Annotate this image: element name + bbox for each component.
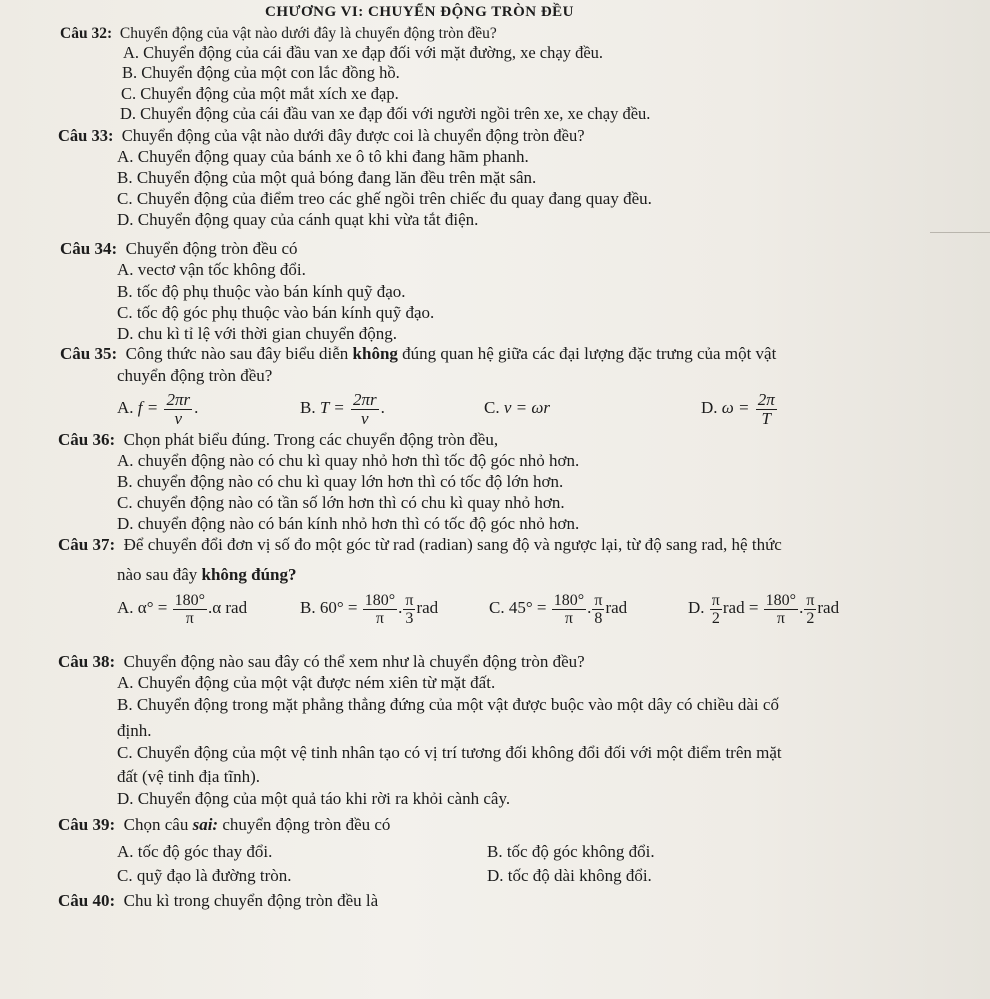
- q37-d-numerator-2: π: [806, 591, 815, 609]
- q35-a-denominator: v: [174, 408, 183, 428]
- q35-option-c: [484, 386, 550, 430]
- question-34-text: Chuyển động tròn đều có: [125, 239, 298, 258]
- q35-b-denominator: v: [361, 408, 369, 428]
- q33-option-a: A. Chuyển động quay của bánh xe ô tô khi đang hãm phanh.: [117, 147, 529, 166]
- question-36: [58, 430, 498, 450]
- question-38-text: Chuyển động nào sau đây có thể xem như là chuyển động tròn đều?: [123, 652, 585, 671]
- question-37-text2-pre: nào sau đây: [117, 565, 202, 584]
- q37-c-tail: rad: [605, 598, 628, 617]
- q35-d-numerator: 2π: [757, 389, 775, 409]
- q35-a-numerator: 2πr: [166, 389, 191, 409]
- q32-option-d: D. Chuyển động của cái đầu van xe đạp đối với người ngồi trên xe, xe chạy đều.: [120, 104, 651, 123]
- q35-option-d: [701, 386, 779, 430]
- q36-option-a: A. chuyển động nào có chu kì quay nhỏ hơn thì tốc độ góc nhỏ hơn.: [117, 451, 580, 470]
- q35-b-lhs: T =: [319, 398, 345, 417]
- q35-a-lhs: f =: [137, 398, 159, 417]
- q37-c-fraction: [552, 592, 586, 627]
- question-38-number: Câu 38:: [58, 652, 116, 671]
- q37-c-denominator: π: [564, 609, 573, 627]
- q37-b-denominator: π: [375, 609, 384, 627]
- q37-b-lhs: 60° =: [319, 598, 358, 617]
- q38-option-a: A. Chuyển động của một vật được ném xiên từ mặt đất.: [117, 673, 496, 692]
- q39-option-a: A. tốc độ góc thay đổi.: [117, 842, 273, 861]
- q37-d-mid: rad =: [722, 598, 759, 617]
- q37-b-numerator-2: π: [405, 591, 414, 609]
- q39-option-d: D. tốc độ dài không đổi.: [487, 866, 652, 885]
- q32-option-b: B. Chuyển động của một con lắc đồng hồ.: [122, 63, 400, 82]
- q35-a-label: A.: [117, 398, 134, 417]
- q34-option-a: A. vectơ vận tốc không đổi.: [117, 260, 306, 279]
- question-39: [58, 815, 390, 835]
- question-32-number: Câu 32:: [60, 25, 113, 42]
- q35-b-label: B.: [300, 398, 316, 417]
- q37-option-c: C. 45° = $\frac{180^\circ}{\pi}$ . $\frac{\pi}{8}$ rad: [489, 591, 628, 627]
- q37-d-denominator-2: 2: [806, 609, 815, 627]
- q35-d-label: D.: [701, 398, 718, 417]
- question-38: [58, 652, 585, 672]
- q37-a-tail: .α rad: [207, 598, 248, 617]
- question-40: [58, 891, 378, 911]
- q37-option-d: D. $\frac{\pi}{2}$ rad = $\frac{180^\circ}{\pi}$ . $\frac{\pi}{2}$ rad: [688, 591, 840, 627]
- q35-option-b: [300, 386, 385, 430]
- question-35-text-line2: chuyển động tròn đều?: [117, 366, 273, 385]
- q37-d-denominator-0: 2: [711, 609, 720, 627]
- question-35: [60, 344, 776, 364]
- q35-d-denominator: T: [761, 408, 772, 428]
- page-edge-line: [930, 232, 990, 233]
- question-39-text-pre: Chọn câu: [123, 815, 193, 834]
- q38-option-b: B. Chuyển động trong mặt phẳng thẳng đứng của một vật được buộc vào một dây có chiều dài cố: [117, 695, 779, 714]
- q35-b-fraction: [351, 391, 379, 428]
- q34-option-b: B. tốc độ phụ thuộc vào bán kính quỹ đạo.: [117, 282, 406, 301]
- q37-a-lhs: α° =: [137, 598, 168, 617]
- question-35-number: Câu 35:: [60, 344, 118, 363]
- q34-option-d: D. chu kì tỉ lệ với thời gian chuyển động.: [117, 324, 398, 343]
- q35-b-numerator: 2πr: [352, 389, 377, 409]
- q37-d-label: D.: [688, 598, 705, 617]
- q35-c-expr: v = ωr: [503, 398, 550, 417]
- q37-d-denominator: π: [776, 609, 785, 627]
- question-34: [60, 239, 298, 259]
- q37-a-fraction: [173, 592, 207, 627]
- q37-c-label: C.: [489, 598, 505, 617]
- q33-option-c: C. Chuyển động của điểm treo các ghế ngồi trên chiếc đu quay đang quay đều.: [117, 189, 652, 208]
- question-39-text-post: chuyển động tròn đều có: [218, 815, 391, 834]
- q36-option-d: D. chuyển động nào có bán kính nhỏ hơn thì có tốc độ góc nhỏ hơn.: [117, 514, 580, 533]
- q37-a-numerator: 180°: [174, 591, 205, 609]
- question-37-text: Để chuyển đổi đơn vị số đo một góc từ rad (radian) sang độ và ngược lại, từ độ sang rad, hệ thức: [123, 535, 782, 554]
- q35-option-a: [117, 386, 198, 430]
- q35-c-label: C.: [484, 398, 500, 417]
- question-32: [60, 24, 497, 44]
- question-32-text: Chuyển động của vật nào dưới đây là chuyển động tròn đều?: [119, 25, 497, 42]
- q37-d-numerator: 180°: [765, 591, 797, 609]
- q33-option-b: B. Chuyển động của một quả bóng đang lăn đều trên mặt sân.: [117, 168, 537, 187]
- question-37-text-line2: [117, 565, 297, 585]
- q37-b-fraction-2: [403, 592, 415, 627]
- q37-a-denominator: π: [185, 609, 194, 627]
- q38-option-d: D. Chuyển động của một quả táo khi rời ra khỏi cành cây.: [117, 789, 511, 808]
- q37-c-fraction-2: [592, 592, 604, 627]
- question-36-number: Câu 36:: [58, 430, 116, 449]
- question-40-text: Chu kì trong chuyển động tròn đều là: [123, 891, 379, 910]
- q32-option-a: A. Chuyển động của cái đầu van xe đạp đối với mặt đường, xe chạy đều.: [123, 43, 604, 62]
- q39-option-b: B. tốc độ góc không đổi.: [487, 842, 655, 861]
- q37-c-denominator-2: 8: [594, 609, 603, 627]
- q37-b-label: B.: [300, 598, 316, 617]
- q37-b-numerator: 180°: [364, 591, 396, 609]
- q35-d-fraction: [756, 391, 777, 428]
- q35-d-lhs: ω =: [721, 398, 750, 417]
- q37-b-tail: rad: [416, 598, 439, 617]
- q37-d-fraction-2: [804, 592, 816, 627]
- q36-option-b: B. chuyển động nào có chu kì quay lớn hơn thì có tốc độ lớn hơn.: [117, 472, 564, 491]
- question-35-text-post: đúng quan hệ giữa các đại lượng đặc trưng của một vật: [397, 344, 777, 363]
- question-37-text2-bold: không đúng?: [201, 565, 297, 584]
- q37-d-fraction-0: [710, 592, 722, 627]
- q37-d-fraction: [764, 592, 798, 627]
- question-39-number: Câu 39:: [58, 815, 116, 834]
- question-34-number: Câu 34:: [60, 239, 118, 258]
- question-37: [58, 535, 782, 555]
- q37-d-tail: rad: [817, 598, 840, 617]
- q35-b-end: .: [380, 398, 385, 417]
- q38-option-b-cont: định.: [117, 721, 152, 740]
- q37-option-a: [117, 586, 247, 630]
- question-33-number: Câu 33:: [58, 126, 114, 145]
- q32-option-c: C. Chuyển động của một mắt xích xe đạp.: [121, 84, 399, 103]
- q37-c-numerator: 180°: [553, 591, 585, 609]
- q35-a-fraction: [164, 391, 192, 428]
- q37-a-label: A.: [117, 598, 134, 617]
- question-37-number: Câu 37:: [58, 535, 116, 554]
- question-35-text-bold: không: [352, 344, 398, 363]
- question-33: [58, 126, 585, 146]
- q37-d-numerator-0: π: [711, 591, 720, 609]
- q37-b-fraction: [363, 592, 397, 627]
- q36-option-c: C. chuyển động nào có tần số lớn hơn thì có chu kì quay nhỏ hơn.: [117, 493, 565, 512]
- q38-option-c-cont: đất (vệ tinh địa tĩnh).: [117, 767, 261, 786]
- q37-b-denominator-2: 3: [405, 609, 414, 627]
- q33-option-d: D. Chuyển động quay của cánh quạt khi vừa tắt điện.: [117, 210, 479, 229]
- q39-option-c: C. quỹ đạo là đường tròn.: [117, 866, 292, 885]
- q37-c-numerator-2: π: [594, 591, 603, 609]
- q37-c-lhs: 45° =: [508, 598, 547, 617]
- q34-option-c: C. tốc độ góc phụ thuộc vào bán kính quỹ đạo.: [117, 303, 435, 322]
- q37-option-b: B. 60° = $\frac{180^\circ}{\pi}$ . $\frac{\pi}{3}$ rad: [300, 591, 439, 627]
- question-33-text: Chuyển động của vật nào dưới đây được coi là chuyển động tròn đều?: [121, 126, 585, 145]
- question-36-text: Chọn phát biểu đúng. Trong các chuyển động tròn đều,: [123, 430, 499, 449]
- q38-option-c: C. Chuyển động của một vệ tinh nhân tạo có vị trí tương đối không đổi đối với một điểm trên mặt: [117, 743, 782, 762]
- chapter-header: CHƯƠNG VI: CHUYỂN ĐỘNG TRÒN ĐỀU: [265, 4, 574, 20]
- question-35-text-pre: Công thức nào sau đây biểu diễn: [125, 344, 353, 363]
- question-39-text-emphasis: sai:: [192, 815, 219, 834]
- question-40-number: Câu 40:: [58, 891, 116, 910]
- q35-a-end: .: [194, 398, 199, 417]
